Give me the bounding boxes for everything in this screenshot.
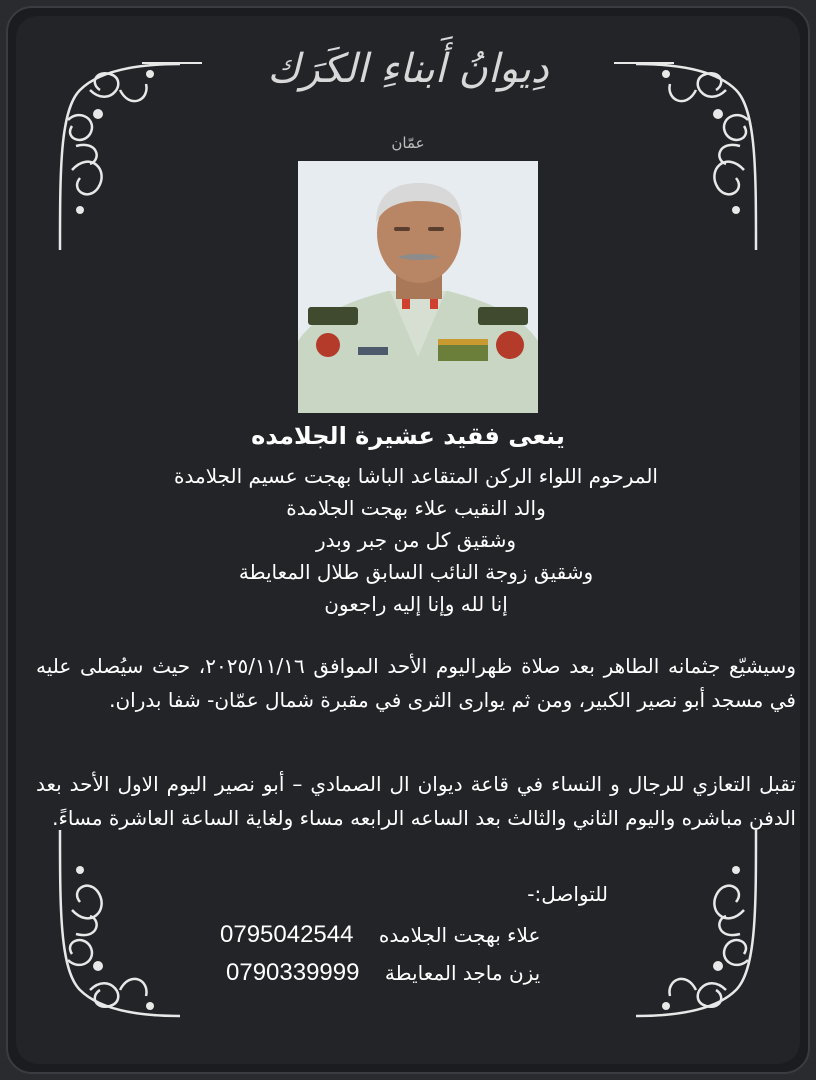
logo-subtitle: عمّان [391, 134, 425, 152]
contact-phone[interactable]: 0795042544 [220, 921, 354, 948]
deceased-photo [298, 161, 538, 413]
contact-row [226, 959, 540, 987]
detail-line: وشقيق زوجة النائب السابق طلال المعايطة [238, 560, 594, 584]
logo-text: دِيوانُ أَبناءِ الكَرَك [267, 46, 549, 92]
deceased-details [98, 460, 734, 620]
obituary-heading: ينعى فقيد عشيرة الجلامده [251, 422, 565, 450]
contact-heading: للتواصل:- [527, 882, 608, 906]
funeral-paragraph: وسيشيّع جثمانه الطاهر بعد صلاة ظهراليوم الأحد الموافق ٢٠٢٥/١١/١٦، حيث سيُصلى عليه في مسجد أبو نصير الكبير، ومن ثم يوارى الثرى في مقبرة شمال عمّان- شفا بدران. [36, 654, 796, 712]
contact-row [220, 921, 540, 949]
contact-name: يزن ماجد المعايطة [384, 961, 541, 985]
condolences-paragraph: تقبل التعازي للرجال و النساء في قاعة ديوان ال الصمادي – أبو نصير اليوم الاول الأحد بعد الدفن مباشره واليوم الثاني والثالث بعد الساعه الرابعه مساء ولغاية الساعة العاشرة مساءً. [36, 772, 796, 830]
contact-name: علاء بهجت الجلامده [378, 923, 541, 947]
detail-line: المرحوم اللواء الركن المتقاعد الباشا بهجت عسيم الجلامدة [174, 464, 658, 488]
detail-line: والد النقيب علاء بهجت الجلامدة [286, 496, 546, 520]
detail-line: وشقيق كل من جبر وبدر [315, 528, 517, 552]
corner-ornament-icon [616, 820, 766, 1030]
portrait-image [298, 161, 538, 413]
detail-line: إنا لله وإنا إليه راجعون [324, 592, 508, 616]
contact-phone[interactable]: 0790339999 [226, 959, 360, 986]
corner-ornament-icon [50, 820, 200, 1030]
obituary-card [6, 6, 810, 1074]
